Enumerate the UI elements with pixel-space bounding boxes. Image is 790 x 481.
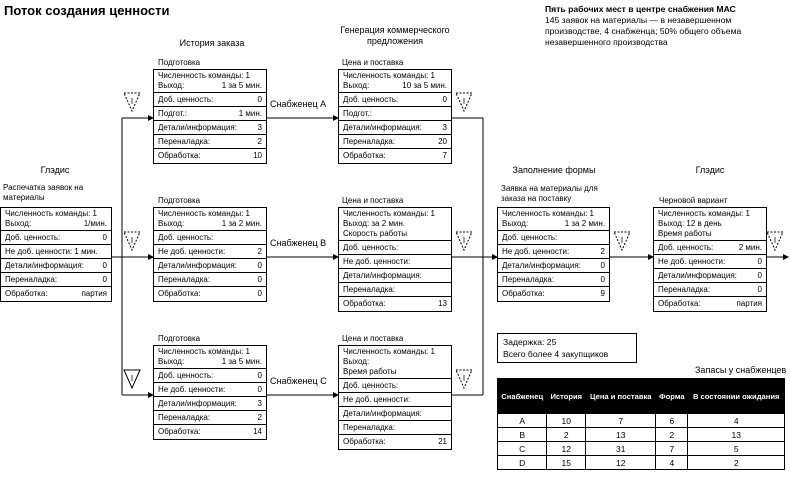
team-label: Численность команды: 1 (502, 209, 594, 218)
metric-row (339, 283, 451, 297)
output-label: Выход: (343, 81, 370, 90)
inventory-header: В состоянии ожидания (688, 379, 785, 414)
output-value: 1 за 5 мин. (221, 81, 262, 90)
metric-label: Детали/информация: (343, 123, 422, 132)
metric-value: 0 (757, 257, 762, 266)
metric-value: 20 (438, 137, 447, 146)
metric-row (154, 107, 266, 121)
info-panel (545, 4, 785, 48)
metric-label: Доб. ценность: (343, 95, 399, 104)
box-header (154, 70, 266, 93)
supplier-label-a: Снабженец A (270, 99, 327, 109)
info-heading: Пять рабочих мест в центре снабжения МАС (545, 4, 736, 14)
team-line (158, 71, 262, 81)
metric-value: 3 (257, 123, 262, 132)
metric-value: партия (736, 299, 762, 308)
box-header (498, 208, 609, 231)
output-line (5, 219, 107, 229)
box-header (154, 346, 266, 369)
metric-value: 0 (257, 371, 262, 380)
metric-label: Доб. ценность: (502, 233, 558, 242)
output-line (502, 219, 605, 229)
metric-row (654, 297, 766, 311)
process-box-history-a (153, 69, 267, 164)
metric-value: 0 (757, 285, 762, 294)
metric-value: 0 (600, 261, 605, 270)
output-value: 1 за 2 мин. (221, 219, 262, 228)
output-value: 1/мин. (83, 219, 107, 228)
metric-row (654, 269, 766, 283)
inventory-marker-text: I (130, 374, 134, 383)
caption-form: Заявка на материалы для заказа на поставку (501, 184, 598, 203)
metric-label: Доб. ценность: (343, 381, 399, 390)
table-cell: 5 (688, 442, 785, 456)
output-line (158, 81, 262, 91)
metric-label: Не доб. ценности: 1 мин. (5, 247, 98, 256)
table-cell: 13 (586, 428, 656, 442)
metric-label: Подгот.: (343, 109, 372, 118)
caption-comm-c: Цена и поставка (342, 334, 404, 343)
inventory-header: Цена и поставка (586, 379, 656, 414)
metric-row (498, 273, 609, 287)
metric-row (154, 397, 266, 411)
metric-value: 7 (442, 151, 447, 160)
metric-row (154, 149, 266, 163)
metric-label: Детали/информация: (158, 399, 237, 408)
metric-row (498, 259, 609, 273)
metric-label: Переналадка: (343, 423, 396, 432)
metric-row (1, 231, 111, 245)
process-box-history-c (153, 345, 267, 440)
inventory-marker-text: I (462, 374, 466, 383)
extra-line (343, 367, 447, 377)
metric-label: Детали/информация: (5, 261, 84, 270)
process-box-gleds-left (0, 207, 112, 302)
metric-row (339, 393, 451, 407)
inventory-header: История (547, 379, 586, 414)
extra-line (658, 229, 762, 239)
metric-value: 0 (600, 275, 605, 284)
metric-value: 9 (600, 289, 605, 298)
team-line (158, 209, 262, 219)
table-cell: 31 (586, 442, 656, 456)
metric-value: 2 (257, 137, 262, 146)
metric-label: Детали/информация: (343, 409, 422, 418)
team-label: Численность команды: 1 (158, 347, 250, 356)
metric-row (154, 93, 266, 107)
metric-label: Переналадка: (658, 285, 711, 294)
supplier-label-c: Снабженец C (270, 376, 327, 386)
metric-label: Доб. ценность: (343, 243, 399, 252)
team-label: Численность команды: 1 (343, 347, 435, 356)
process-box-commercial-b (338, 207, 452, 312)
metric-label: Переналадка: (5, 275, 58, 284)
metric-value: 0 (442, 95, 447, 104)
inventory-header: Форма (656, 379, 688, 414)
metric-label: Переналадка: (343, 137, 396, 146)
metric-row (654, 241, 766, 255)
box-header (339, 346, 451, 379)
metric-row (339, 121, 451, 135)
metric-row (154, 287, 266, 301)
metric-label: Не доб. ценности: (343, 395, 411, 404)
caption-hist-c: Подготовка (158, 334, 201, 343)
section-history: История заказа (179, 38, 245, 48)
page-title: Поток создания ценности (4, 3, 170, 18)
metric-value: 0 (257, 261, 262, 270)
metric-label: Детали/информация: (658, 271, 737, 280)
output-label: Выход: (158, 219, 185, 228)
metric-value: 10 (253, 151, 262, 160)
metric-label: Переналадка: (343, 285, 396, 294)
team-line (343, 209, 447, 219)
metric-row (339, 379, 451, 393)
metric-label: Подгот.: (158, 109, 187, 118)
team-line (343, 347, 447, 357)
info-text: 145 заявок на материалы — в незавершенном производстве, 4 снабженца; 50% общего объема незавершенного производства (545, 15, 742, 47)
metric-row (654, 255, 766, 269)
metric-row (154, 245, 266, 259)
output-value: 1 за 2 мин. (564, 219, 605, 228)
metric-row (339, 107, 451, 121)
process-box-gleds-right (653, 207, 767, 312)
team-line (658, 209, 762, 219)
table-cell: 7 (656, 442, 688, 456)
caption-hist-a: Подготовка (158, 58, 201, 67)
metric-row (154, 411, 266, 425)
metric-label: Не доб. ценности: (343, 257, 411, 266)
metric-label: Переналадка: (158, 275, 211, 284)
buyers-text: Всего более 4 закупщиков (503, 349, 609, 359)
metric-value: 14 (253, 427, 262, 436)
table-row (498, 428, 785, 442)
table-cell: 12 (586, 456, 656, 470)
output-value: 1 за 5 мин. (221, 357, 262, 366)
metric-row (339, 297, 451, 311)
extra-line (343, 229, 447, 239)
table-cell: 2 (547, 428, 586, 442)
metric-label: Доб. ценность: (5, 233, 61, 242)
metric-row (1, 287, 111, 301)
extra-label: Время работы (658, 229, 712, 238)
table-cell: 13 (688, 428, 785, 442)
inventory-table (497, 378, 785, 470)
team-line (502, 209, 605, 219)
process-box-commercial-c (338, 345, 452, 450)
metric-value: 3 (257, 399, 262, 408)
section-gleds-right: Глэдис (695, 165, 725, 175)
metric-label: Детали/информация: (502, 261, 581, 270)
inventory-marker-text: I (462, 236, 466, 245)
metric-label: Не доб. ценности: (158, 385, 226, 394)
process-box-commercial-a (338, 69, 452, 164)
caption-gleds-right: Черновой вариант (659, 196, 728, 205)
metric-label: Обработка: (658, 299, 701, 308)
metric-row (154, 135, 266, 149)
metric-value: партия (81, 289, 107, 298)
table-cell: 4 (688, 414, 785, 428)
output-value: 10 за 5 мин. (402, 81, 447, 90)
table-cell: 15 (547, 456, 586, 470)
metric-value: 0 (257, 289, 262, 298)
metric-label: Детали/информация: (158, 123, 237, 132)
output-line (343, 357, 447, 367)
table-cell: D (498, 456, 547, 470)
delay-text: Задержка: 25 (503, 337, 557, 347)
output-line (343, 219, 447, 229)
metric-row (339, 435, 451, 449)
metric-row (339, 269, 451, 283)
metric-row (154, 369, 266, 383)
output-label: Выход: (343, 357, 370, 366)
metric-value: 1 мин. (238, 109, 262, 118)
box-header (339, 208, 451, 241)
team-line (343, 71, 447, 81)
team-line (158, 347, 262, 357)
metric-value: 0 (257, 385, 262, 394)
metric-row (498, 245, 609, 259)
metric-label: Обработка: (5, 289, 48, 298)
output-label: Выход: (158, 81, 185, 90)
inventory-marker-text: I (130, 236, 134, 245)
inventory-marker-text: I (462, 97, 466, 106)
output-label: Выход: 12 в день (658, 219, 722, 228)
metric-label: Обработка: (158, 151, 201, 160)
metric-label: Доб. ценность: (658, 243, 714, 252)
team-label: Численность команды: 1 (158, 209, 250, 218)
inventory-marker-text: I (773, 236, 777, 245)
metric-label: Детали/информация: (343, 271, 422, 280)
box-header (154, 208, 266, 231)
metric-value: 0 (102, 275, 107, 284)
metric-value: 2 (257, 413, 262, 422)
output-line (158, 219, 262, 229)
metric-row (498, 231, 609, 245)
output-label: Выход: (158, 357, 185, 366)
metric-value: 2 (600, 247, 605, 256)
metric-row (339, 149, 451, 163)
box-header (339, 70, 451, 93)
box-header (1, 208, 111, 231)
process-box-form (497, 207, 610, 302)
table-cell: 2 (656, 428, 688, 442)
table-cell: 4 (656, 456, 688, 470)
output-line (158, 357, 262, 367)
metric-value: 21 (438, 437, 447, 446)
process-box-history-b (153, 207, 267, 302)
metric-label: Обработка: (158, 289, 201, 298)
metric-row (339, 241, 451, 255)
supplier-label-b: Снабженец B (270, 238, 327, 248)
extra-label: Время работы (343, 367, 397, 376)
metric-row (154, 273, 266, 287)
table-cell: A (498, 414, 547, 428)
table-cell: 10 (547, 414, 586, 428)
output-label: Выход: (5, 219, 32, 228)
metric-row (498, 287, 609, 301)
metric-row (154, 425, 266, 439)
box-header (654, 208, 766, 241)
delay-note (497, 333, 637, 363)
metric-label: Детали/информация: (158, 261, 237, 270)
output-line (343, 81, 447, 91)
metric-value: 13 (438, 299, 447, 308)
table-cell: 7 (586, 414, 656, 428)
metric-label: Обработка: (343, 437, 386, 446)
metric-row (339, 407, 451, 421)
metric-row (154, 259, 266, 273)
metric-label: Обработка: (343, 299, 386, 308)
section-form: Заполнение формы (512, 165, 596, 175)
table-row (498, 414, 785, 428)
metric-label: Доб. ценность: (158, 95, 214, 104)
metric-row (154, 383, 266, 397)
team-label: Численность команды: 1 (343, 209, 435, 218)
metric-label: Переналадка: (158, 137, 211, 146)
metric-row (154, 121, 266, 135)
metric-row (339, 255, 451, 269)
table-cell: 2 (688, 456, 785, 470)
metric-label: Переналадка: (502, 275, 555, 284)
extra-label: Скорость работы (343, 229, 407, 238)
metric-row (154, 231, 266, 245)
section-commercial: Генерация коммерческого предложения (340, 25, 450, 46)
metric-value: 2 (257, 247, 262, 256)
metric-value: 0 (257, 275, 262, 284)
team-label: Численность команды: 1 (343, 71, 435, 80)
metric-row (1, 273, 111, 287)
metric-label: Доб. ценность: (158, 233, 214, 242)
output-label: Выход: (502, 219, 529, 228)
team-label: Численность команды: 1 (158, 71, 250, 80)
caption-gleds-left: Распечатка заявок на материалы (3, 183, 84, 202)
output-label: Выход: за 2 мин. (343, 219, 406, 228)
table-row (498, 442, 785, 456)
caption-comm-a: Цена и поставка (342, 58, 404, 67)
metric-row (1, 259, 111, 273)
table-cell: 12 (547, 442, 586, 456)
team-label: Численность команды: 1 (658, 209, 750, 218)
inventory-marker-text: I (620, 236, 624, 245)
metric-value: 0 (102, 261, 107, 270)
metric-label: Доб. ценность: (158, 371, 214, 380)
section-gleds-left: Глэдис (40, 165, 70, 175)
metric-row (1, 245, 111, 259)
table-cell: C (498, 442, 547, 456)
table-row (498, 456, 785, 470)
metric-label: Не доб. ценности: (502, 247, 570, 256)
table-cell: 6 (656, 414, 688, 428)
table-cell: B (498, 428, 547, 442)
metric-value: 2 мин. (738, 243, 762, 252)
output-line (658, 219, 762, 229)
metric-label: Обработка: (343, 151, 386, 160)
metric-label: Не доб. ценности: (158, 247, 226, 256)
metric-label: Обработка: (502, 289, 545, 298)
team-line (5, 209, 107, 219)
inventory-marker-text: I (130, 97, 134, 106)
caption-hist-b: Подготовка (158, 196, 201, 205)
metric-value: 3 (442, 123, 447, 132)
inventory-header: Снабженец (498, 379, 547, 414)
metric-row (339, 135, 451, 149)
metric-label: Не доб. ценности: (658, 257, 726, 266)
metric-row (339, 93, 451, 107)
metric-value: 0 (757, 271, 762, 280)
caption-comm-b: Цена и поставка (342, 196, 404, 205)
metric-row (339, 421, 451, 435)
metric-label: Обработка: (158, 427, 201, 436)
inventory-title: Запасы у снабженцев (695, 365, 787, 375)
metric-label: Переналадка: (158, 413, 211, 422)
team-label: Численность команды: 1 (5, 209, 97, 218)
metric-value: 0 (257, 95, 262, 104)
metric-value: 0 (102, 233, 107, 242)
metric-row (654, 283, 766, 297)
